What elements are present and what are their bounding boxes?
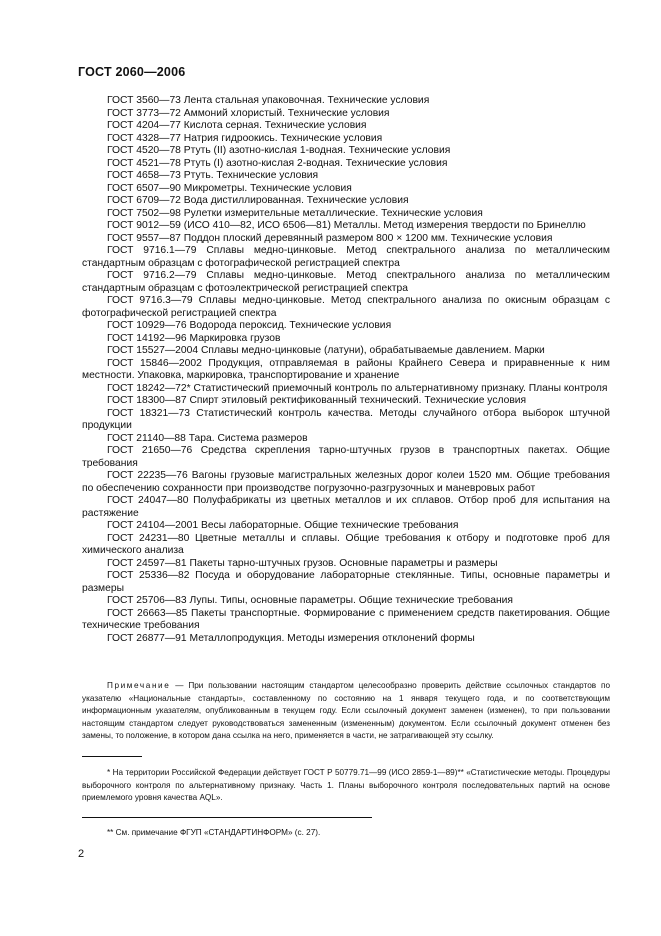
- reference-item: ГОСТ 24047—80 Полуфабрикаты из цветных металлов и их сплавов. Отбор проб для испытания на растяжение: [82, 495, 610, 519]
- reference-item: ГОСТ 25336—82 Посуда и оборудование лабораторные стеклянные. Типы, основные параметры и размеры: [82, 570, 610, 594]
- reference-item: ГОСТ 21140—88 Тара. Система размеров: [107, 432, 308, 444]
- page-number: 2: [78, 848, 85, 860]
- reference-item: ГОСТ 18300—87 Спирт этиловый ректификованный технический. Технические условия: [107, 395, 527, 406]
- footnote-1: * На территории Российской Федерации действует ГОСТ Р 50779.71—99 (ИСО 2859-1—89)** «Статистические методы. Процедуры выборочного контроля по альтернативному признаку. Часть 1. Планы выборочного контроля последовательных партий на основе приемлемого уровня качества AQL».: [82, 768, 610, 802]
- reference-item: ГОСТ 24104—2001 Весы лабораторные. Общие технические требования: [107, 520, 459, 531]
- reference-item: ГОСТ 9012—59 (ИСО 410—82, ИСО 6506—81) Металлы. Метод измерения твердости по Бринеллю: [107, 220, 586, 231]
- reference-item: ГОСТ 9716.3—79 Сплавы медно-цинковые. Метод спектрального анализа по окисным образцам с фотографической регистрацией спектра: [82, 295, 610, 319]
- reference-item: ГОСТ 26663—85 Пакеты транспортные. Формирование с применением средств пакетирования. Общие технические требования: [82, 607, 610, 631]
- note-text: — При пользовании настоящим стандартом целесообразно проверить действие ссылочных стандартов по указателю «Национальные стандарты», составленному по состоянию на 1 января текущего года, и по соответствующим информационным указателям, опубликованным в текущем году. Если ссылочный документ заменен (изменен), то при пользовании настоящим стандартом следует руководствоваться замененным (измененным) документом. Если ссылочный документ отменен без замены, то положение, в котором дана ссылка на него, применяется в части, не затрагивающей эту ссылку.: [82, 681, 610, 740]
- reference-item: ГОСТ 26877—91 Металлопродукция. Методы измерения отклонений формы: [107, 632, 475, 644]
- reference-item: ГОСТ 21650—76 Средства скрепления тарно-штучных грузов в транспортных пакетах. Общие требования: [82, 445, 610, 469]
- document-header: ГОСТ 2060—2006: [78, 65, 186, 79]
- reference-item: ГОСТ 4328—77 Натрия гидроокись. Технические условия: [107, 132, 383, 144]
- reference-item: ГОСТ 3560—73 Лента стальная упаковочная. Технические условия: [107, 95, 430, 106]
- reference-item: ГОСТ 25706—83 Лупы. Типы, основные параметры. Общие технические требования: [107, 595, 513, 606]
- reference-item: ГОСТ 24597—81 Пакеты тарно-штучных грузов. Основные параметры и размеры: [107, 557, 498, 569]
- footnote-divider: [82, 756, 142, 757]
- reference-item: ГОСТ 6709—72 Вода дистиллированная. Технические условия: [107, 195, 409, 206]
- reference-item: ГОСТ 15846—2002 Продукция, отправляемая в районы Крайнего Севера и приравненные к ним местности. Упаковка, маркировка, транспортирование и хранение: [82, 357, 610, 381]
- reference-item: ГОСТ 4520—78 Ртуть (II) азотно-кислая 1-водная. Технические условия: [107, 145, 451, 156]
- reference-item: ГОСТ 22235—76 Вагоны грузовые магистральных железных дорог колеи 1520 мм. Общие требования по обеспечению сохранности при производстве погрузочно-разгрузочных и маневровых работ: [82, 470, 610, 494]
- reference-item: ГОСТ 15527—2004 Сплавы медно-цинковые (латуни), обрабатываемые давлением. Марки: [107, 345, 545, 356]
- reference-item: ГОСТ 9716.2—79 Сплавы медно-цинковые. Метод спектрального анализа по металлическим стандартным образцам с фотоэлектрической регистрацией спектра: [82, 270, 610, 294]
- reference-item: ГОСТ 24231—80 Цветные металлы и сплавы. Общие требования к отбору и подготовке проб для химического анализа: [82, 532, 610, 556]
- reference-item: ГОСТ 9557—87 Поддон плоский деревянный размером 800 × 1200 мм. Технические условия: [107, 232, 553, 244]
- footnote-divider-2: [82, 817, 372, 818]
- note-lead: Примечание: [107, 681, 171, 690]
- normative-references-list: [82, 95, 610, 645]
- reference-item: ГОСТ 4521—78 Ртуть (I) азотно-кислая 2-водная. Технические условия: [107, 157, 448, 169]
- reference-item: ГОСТ 3773—72 Аммоний хлористый. Технические условия: [107, 107, 390, 119]
- reference-item: ГОСТ 18321—73 Статистический контроль качества. Методы случайного отбора выборок штучной продукции: [82, 407, 610, 431]
- reference-item: ГОСТ 6507—90 Микрометры. Технические условия: [107, 182, 352, 194]
- reference-item: ГОСТ 14192—96 Маркировка грузов: [107, 332, 281, 344]
- reference-item: ГОСТ 10929—76 Водорода пероксид. Технические условия: [107, 320, 392, 331]
- reference-item: ГОСТ 4204—77 Кислота серная. Технические условия: [107, 120, 367, 131]
- reference-item: ГОСТ 4658—73 Ртуть. Технические условия: [107, 170, 319, 181]
- footnote-2: ** См. примечание ФГУП «СТАНДАРТИНФОРМ» (с. 27).: [107, 828, 321, 837]
- reference-item: ГОСТ 7502—98 Рулетки измерительные металлические. Технические условия: [107, 207, 483, 219]
- reference-item: ГОСТ 18242—72* Статистический приемочный контроль по альтернативному признаку. Планы контроля: [107, 382, 608, 394]
- note-paragraph: [82, 680, 610, 743]
- reference-item: ГОСТ 9716.1—79 Сплавы медно-цинковые. Метод спектрального анализа по металлическим стандартным образцам с фотографической регистрацией спектра: [82, 245, 610, 269]
